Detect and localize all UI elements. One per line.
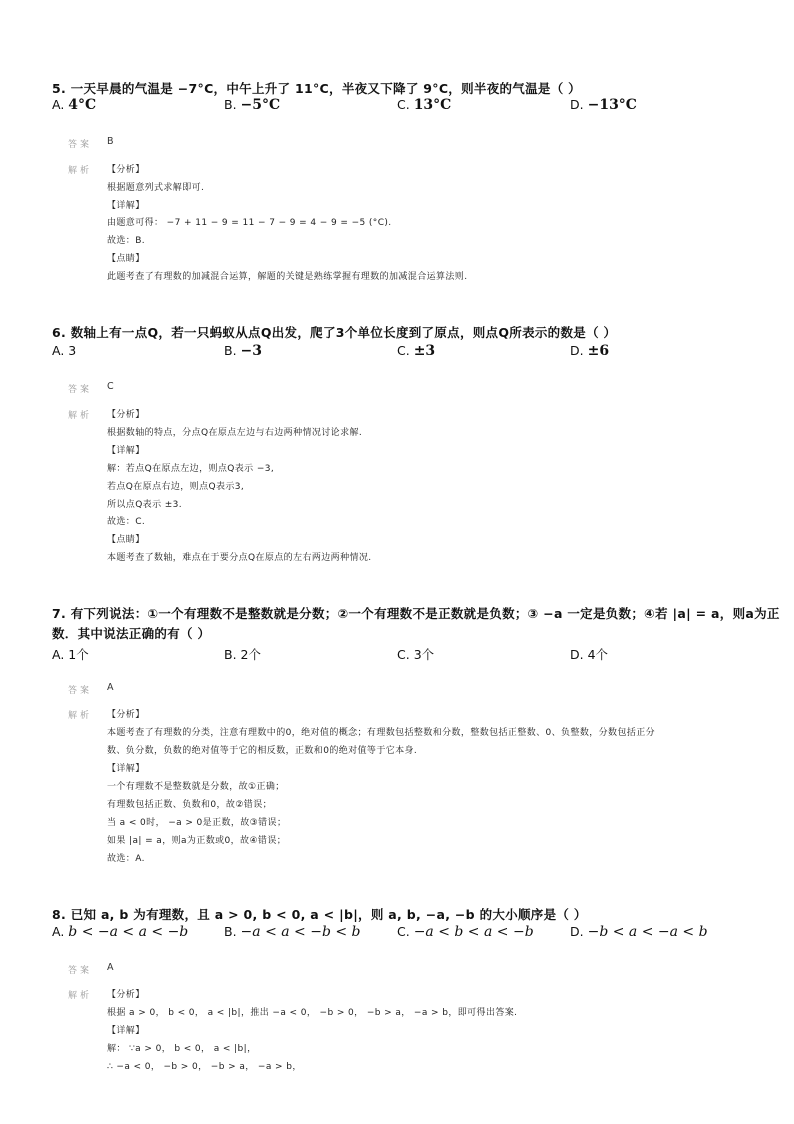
option-letter: A. <box>52 924 65 939</box>
option-value: ±3 <box>413 343 436 359</box>
option-c[interactable] <box>397 97 451 113</box>
answer-label: 答案 <box>68 385 93 395</box>
option-letter: A. <box>52 343 65 358</box>
question-stem-continued: 数．其中说法正确的有（ ） <box>52 626 211 641</box>
option-letter: B. <box>224 343 237 358</box>
explanation-line: 【详解】 <box>107 446 145 456</box>
explanation-line: 【点睛】 <box>107 254 145 264</box>
answer-value: A <box>107 682 114 693</box>
explanation-line: 有理数包括正数、负数和0，故②错误； <box>107 800 272 810</box>
explanation-label: 解析 <box>68 711 93 721</box>
option-letter: D. <box>570 647 584 662</box>
option-value: ±6 <box>587 343 610 359</box>
option-letter: C. <box>397 924 410 939</box>
option-d[interactable] <box>570 97 637 113</box>
option-d[interactable] <box>570 645 608 663</box>
option-value: −a < a < −b < b <box>240 924 361 940</box>
explanation-line: 所以点Q表示 ±3. <box>107 500 183 510</box>
explanation-line: 【分析】 <box>107 410 145 420</box>
option-a[interactable] <box>52 97 96 113</box>
option-letter: C. <box>397 647 410 662</box>
option-letter: A. <box>52 647 65 662</box>
option-letter: B. <box>224 924 237 939</box>
question-stem: 6. 数轴上有一点Q，若一只蚂蚁从点Q出发，爬了3个单位长度到了原点，则点Q所表示的数是（ ） <box>52 325 617 340</box>
option-value: 4个 <box>587 647 609 662</box>
explanation-line: 如果 |a| = a，则a为正数或0，故④错误； <box>107 836 287 846</box>
answer-value: C <box>107 381 114 392</box>
option-b[interactable] <box>224 97 280 113</box>
explanation-line: 本题考查了有理数的分类，注意有理数中的0，绝对值的概念；有理数包括整数和分数，整数包括正整数、0、负整数，分数包括正分 <box>107 728 656 738</box>
option-letter: C. <box>397 343 410 358</box>
option-letter: A. <box>52 97 65 112</box>
explanation-line: 解：若点Q在原点左边，则点Q表示 −3, <box>107 464 275 474</box>
explanation-line: 根据题意列式求解即可. <box>107 183 205 193</box>
question-stem: 5. 一天早晨的气温是 −7°C，中午上升了 11°C，半夜又下降了 9°C，则半夜的气温是（ ） <box>52 81 581 96</box>
option-value: 13°C <box>413 97 452 113</box>
option-letter: B. <box>224 97 237 112</box>
answer-label: 答案 <box>68 686 93 696</box>
option-value: 2个 <box>240 647 261 662</box>
option-value: 3个 <box>413 647 435 662</box>
explanation-line: 故选：A. <box>107 854 145 864</box>
explanation-line: 解： ∵a > 0， b < 0， a < |b|， <box>107 1044 257 1054</box>
explanation-line: 本题考查了数轴，难点在于要分点Q在原点的左右两边两种情况. <box>107 553 372 563</box>
option-letter: B. <box>224 647 237 662</box>
explanation-line: 数、负分数，负数的绝对值等于它的相反数，正数和0的绝对值等于它本身. <box>107 746 418 756</box>
option-value: 4°C <box>68 97 97 113</box>
option-letter: D. <box>570 924 584 939</box>
explanation-line: 根据 a > 0， b < 0， a < |b|，推出 −a < 0， −b > 0， −b > a， −a > b，即可得出答案. <box>107 1008 518 1018</box>
explanation-line: 【详解】 <box>107 1026 145 1036</box>
option-value: 1个 <box>68 647 89 662</box>
option-b[interactable] <box>224 343 262 359</box>
option-value: −3 <box>240 343 263 359</box>
option-c[interactable] <box>397 343 435 359</box>
option-value: −b < a < −a < b <box>587 924 708 940</box>
answer-label: 答案 <box>68 140 93 150</box>
explanation-line: 故选：C. <box>107 517 146 527</box>
explanation-line: 根据数轴的特点，分点Q在原点左边与右边两种情况讨论求解. <box>107 428 363 438</box>
answer-label: 答案 <box>68 966 93 976</box>
explanation-line: 【分析】 <box>107 710 145 720</box>
explanation-line: 当 a < 0时， −a > 0是正数，故③错误； <box>107 818 287 828</box>
option-value: b < −a < a < −b <box>68 924 189 940</box>
explanation-label: 解析 <box>68 991 93 1001</box>
question-stem: 8. 已知 a, b 为有理数，且 a > 0, b < 0, a < |b|，则 a, b, −a, −b 的大小顺序是（ ） <box>52 907 587 922</box>
option-value: −13°C <box>587 97 637 113</box>
option-value: −5°C <box>240 97 281 113</box>
option-b[interactable] <box>224 924 361 940</box>
option-a[interactable] <box>52 343 76 358</box>
option-value: 3 <box>68 343 77 358</box>
option-letter: D. <box>570 343 584 358</box>
option-c[interactable] <box>397 924 534 940</box>
option-letter: C. <box>397 97 410 112</box>
explanation-label: 解析 <box>68 166 93 176</box>
explanation-label: 解析 <box>68 411 93 421</box>
explanation-line: 【分析】 <box>107 165 145 175</box>
explanation-line: 此题考查了有理数的加减混合运算，解题的关键是熟练掌握有理数的加减混合运算法则. <box>107 272 468 282</box>
explanation-line: 【详解】 <box>107 764 145 774</box>
explanation-line: 若点Q在原点右边，则点Q表示3, <box>107 482 245 492</box>
explanation-line: ∴ −a < 0， −b > 0， −b > a， −a > b， <box>107 1062 302 1072</box>
answer-value: A <box>107 962 114 973</box>
option-a[interactable] <box>52 645 89 663</box>
option-b[interactable] <box>224 645 261 663</box>
option-a[interactable] <box>52 924 188 940</box>
explanation-line: 由题意可得： −7 + 11 − 9 = 11 − 7 − 9 = 4 − 9 = −5 (°C). <box>107 218 392 228</box>
option-d[interactable] <box>570 924 708 940</box>
explanation-line: 【分析】 <box>107 990 145 1000</box>
option-d[interactable] <box>570 343 609 359</box>
option-c[interactable] <box>397 645 434 663</box>
question-stem: 7. 有下列说法：①一个有理数不是整数就是分数；②一个有理数不是正数就是负数；③ −a 一定是负数；④若 |a| = a，则a为正 <box>52 606 780 621</box>
option-letter: D. <box>570 97 584 112</box>
answer-value: B <box>107 136 114 147</box>
explanation-line: 故选：B. <box>107 236 146 246</box>
explanation-line: 【点睛】 <box>107 535 145 545</box>
explanation-line: 【详解】 <box>107 201 145 211</box>
option-value: −a < b < a < −b <box>413 924 534 940</box>
explanation-line: 一个有理数不是整数就是分数，故①正确； <box>107 782 285 792</box>
